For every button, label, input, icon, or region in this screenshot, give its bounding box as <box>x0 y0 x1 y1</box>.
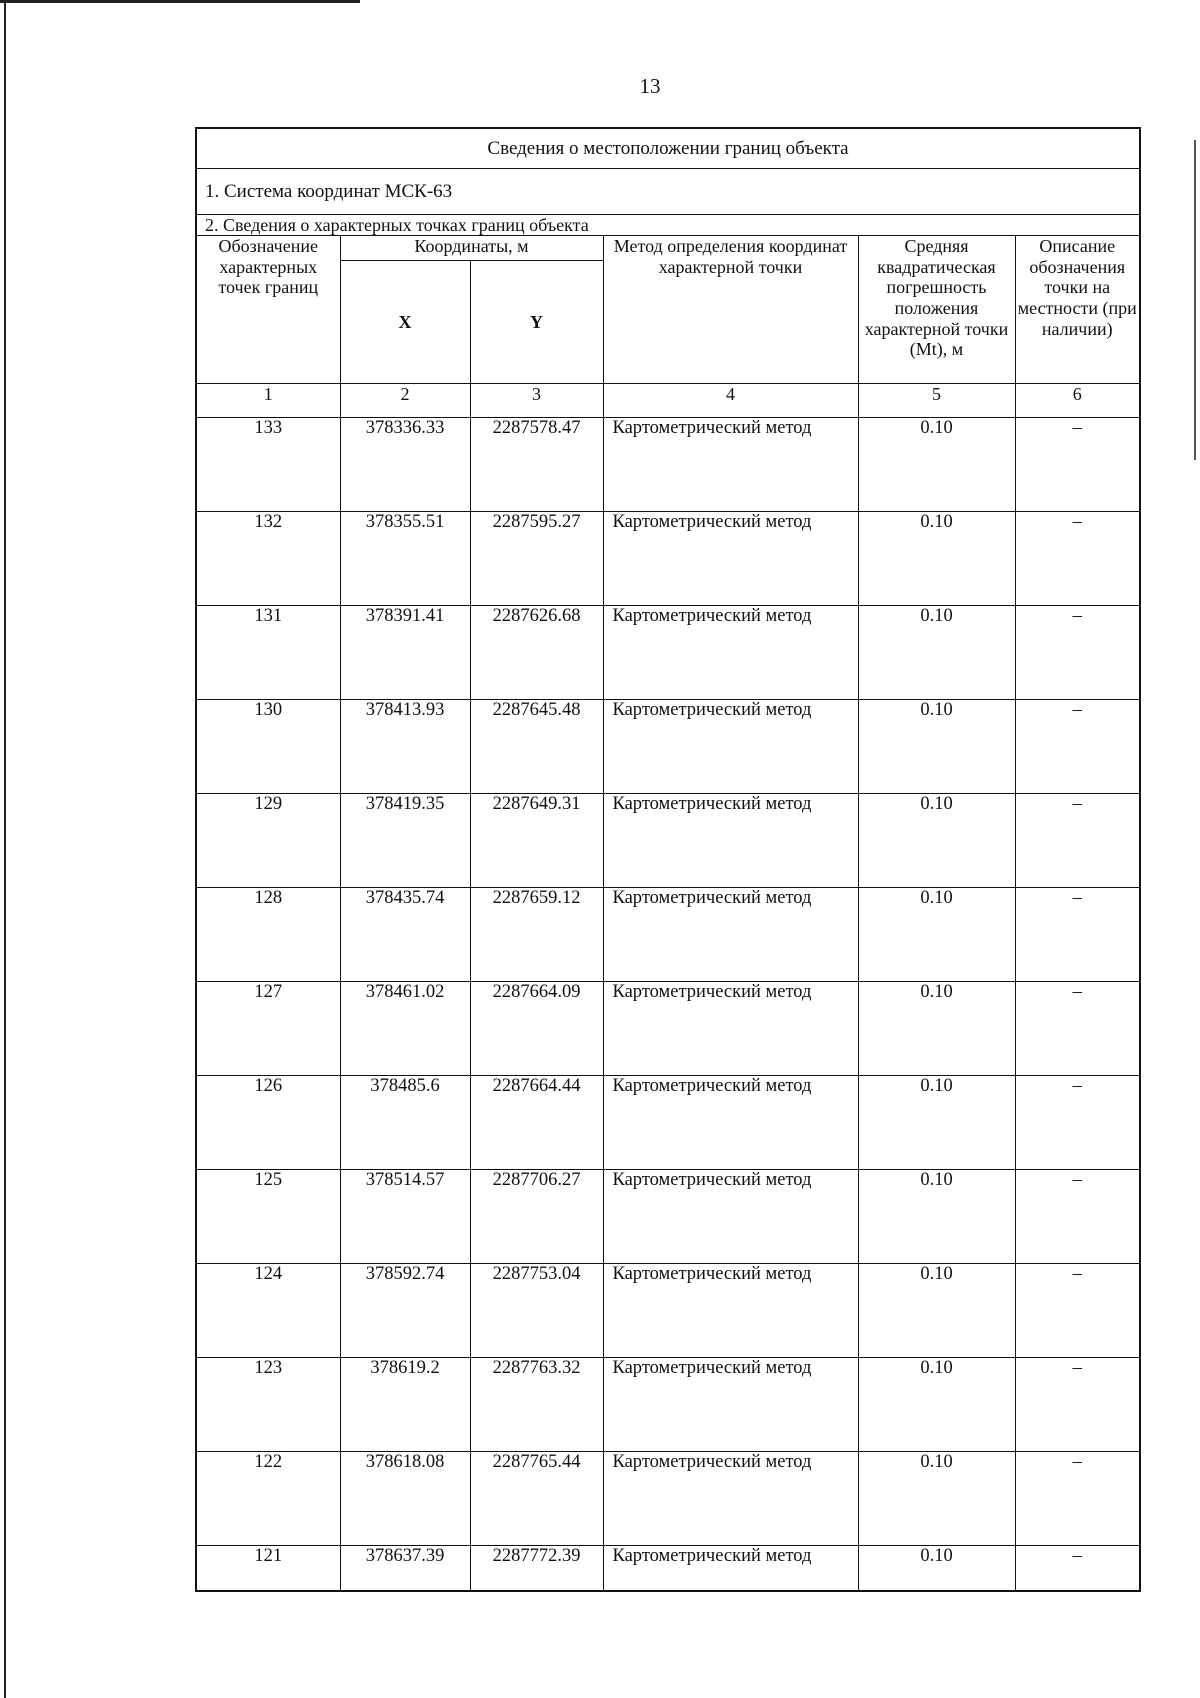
cell-description: – <box>1015 1264 1140 1358</box>
header-coords: Координаты, м <box>340 236 603 261</box>
scan-edge-left <box>4 0 6 1698</box>
cell-method: Картометрический метод <box>603 1452 858 1546</box>
cell-description: – <box>1015 1546 1140 1592</box>
column-number: 5 <box>858 384 1015 418</box>
cell-x: 378413.93 <box>340 700 470 794</box>
header-method: Метод определения координат характерной точки <box>603 236 858 384</box>
cell-description: – <box>1015 418 1140 512</box>
cell-point: 132 <box>196 512 340 606</box>
cell-point: 122 <box>196 1452 340 1546</box>
section-row <box>196 215 1140 236</box>
column-number: 2 <box>340 384 470 418</box>
cell-method: Картометрический метод <box>603 1170 858 1264</box>
cell-error: 0.10 <box>858 982 1015 1076</box>
cell-y: 2287595.27 <box>470 512 603 606</box>
cell-point: 127 <box>196 982 340 1076</box>
cell-y: 2287763.32 <box>470 1358 603 1452</box>
table-row <box>196 982 1140 1076</box>
cell-error: 0.10 <box>858 888 1015 982</box>
cell-method: Картометрический метод <box>603 1546 858 1592</box>
cell-description: – <box>1015 982 1140 1076</box>
cell-error: 0.10 <box>858 1358 1015 1452</box>
cell-x: 378619.2 <box>340 1358 470 1452</box>
cell-x: 378592.74 <box>340 1264 470 1358</box>
cell-y: 2287626.68 <box>470 606 603 700</box>
cell-point: 129 <box>196 794 340 888</box>
cell-y: 2287645.48 <box>470 700 603 794</box>
cell-error: 0.10 <box>858 1264 1015 1358</box>
column-number: 6 <box>1015 384 1140 418</box>
cell-error: 0.10 <box>858 606 1015 700</box>
cell-method: Картометрический метод <box>603 888 858 982</box>
header-x: X <box>340 261 470 384</box>
table-row <box>196 1452 1140 1546</box>
cell-x: 378485.6 <box>340 1076 470 1170</box>
cell-method: Картометрический метод <box>603 700 858 794</box>
coordinate-system: 1. Система координат МСК-63 <box>196 169 1140 215</box>
table-row <box>196 888 1140 982</box>
title-row <box>196 128 1140 169</box>
cell-y: 2287772.39 <box>470 1546 603 1592</box>
cell-y: 2287753.04 <box>470 1264 603 1358</box>
cell-description: – <box>1015 1452 1140 1546</box>
cell-method: Картометрический метод <box>603 606 858 700</box>
cell-description: – <box>1015 512 1140 606</box>
cell-description: – <box>1015 1076 1140 1170</box>
cell-x: 378391.41 <box>340 606 470 700</box>
cell-method: Картометрический метод <box>603 1264 858 1358</box>
cell-x: 378435.74 <box>340 888 470 982</box>
page-number: 13 <box>639 74 661 98</box>
cell-point: 130 <box>196 700 340 794</box>
cell-description: – <box>1015 700 1140 794</box>
table-row <box>196 606 1140 700</box>
cell-x: 378355.51 <box>340 512 470 606</box>
table-row <box>196 1546 1140 1592</box>
scan-edge-top <box>0 0 360 3</box>
cell-error: 0.10 <box>858 1452 1015 1546</box>
table-row <box>196 1170 1140 1264</box>
cell-x: 378461.02 <box>340 982 470 1076</box>
cell-method: Картометрический метод <box>603 1358 858 1452</box>
cell-y: 2287649.31 <box>470 794 603 888</box>
cell-point: 123 <box>196 1358 340 1452</box>
cell-x: 378514.57 <box>340 1170 470 1264</box>
cell-point: 126 <box>196 1076 340 1170</box>
header-error: Средняя квадратическая погрешность положения характерной точки (Mt), м <box>858 236 1015 384</box>
table-body <box>196 128 1140 1591</box>
cell-x: 378419.35 <box>340 794 470 888</box>
cell-y: 2287706.27 <box>470 1170 603 1264</box>
cell-error: 0.10 <box>858 418 1015 512</box>
column-number: 1 <box>196 384 340 418</box>
cell-description: – <box>1015 1358 1140 1452</box>
cell-error: 0.10 <box>858 700 1015 794</box>
system-row <box>196 169 1140 215</box>
cell-description: – <box>1015 1170 1140 1264</box>
cell-y: 2287765.44 <box>470 1452 603 1546</box>
header-row <box>196 236 1140 261</box>
cell-method: Картометрический метод <box>603 1076 858 1170</box>
boundary-points-table <box>195 127 1141 1592</box>
cell-error: 0.10 <box>858 1546 1015 1592</box>
cell-y: 2287659.12 <box>470 888 603 982</box>
column-number: 3 <box>470 384 603 418</box>
cell-point: 131 <box>196 606 340 700</box>
table-row <box>196 794 1140 888</box>
cell-method: Картометрический метод <box>603 794 858 888</box>
table-row <box>196 418 1140 512</box>
cell-point: 133 <box>196 418 340 512</box>
cell-x: 378637.39 <box>340 1546 470 1592</box>
cell-method: Картометрический метод <box>603 512 858 606</box>
cell-error: 0.10 <box>858 1170 1015 1264</box>
cell-point: 128 <box>196 888 340 982</box>
cell-point: 125 <box>196 1170 340 1264</box>
header-y: Y <box>470 261 603 384</box>
cell-method: Картометрический метод <box>603 418 858 512</box>
cell-description: – <box>1015 794 1140 888</box>
table-row <box>196 1264 1140 1358</box>
table-row <box>196 1076 1140 1170</box>
cell-method: Картометрический метод <box>603 982 858 1076</box>
cell-point: 124 <box>196 1264 340 1358</box>
header-description: Описание обозначения точки на местности (при наличии) <box>1015 236 1140 384</box>
scan-edge-right <box>1194 140 1196 460</box>
cell-point: 121 <box>196 1546 340 1592</box>
cell-error: 0.10 <box>858 794 1015 888</box>
cell-y: 2287578.47 <box>470 418 603 512</box>
cell-x: 378336.33 <box>340 418 470 512</box>
cell-error: 0.10 <box>858 512 1015 606</box>
cell-y: 2287664.44 <box>470 1076 603 1170</box>
cell-description: – <box>1015 606 1140 700</box>
header-point: Обозначение характерных точек границ <box>196 236 340 384</box>
table-row <box>196 1358 1140 1452</box>
column-numbers-row <box>196 384 1140 418</box>
cell-y: 2287664.09 <box>470 982 603 1076</box>
table-title: Сведения о местоположении границ объекта <box>196 128 1140 169</box>
column-number: 4 <box>603 384 858 418</box>
table-row <box>196 700 1140 794</box>
section-title: 2. Сведения о характерных точках границ объекта <box>196 215 1140 236</box>
cell-x: 378618.08 <box>340 1452 470 1546</box>
cell-error: 0.10 <box>858 1076 1015 1170</box>
cell-description: – <box>1015 888 1140 982</box>
table-row <box>196 512 1140 606</box>
